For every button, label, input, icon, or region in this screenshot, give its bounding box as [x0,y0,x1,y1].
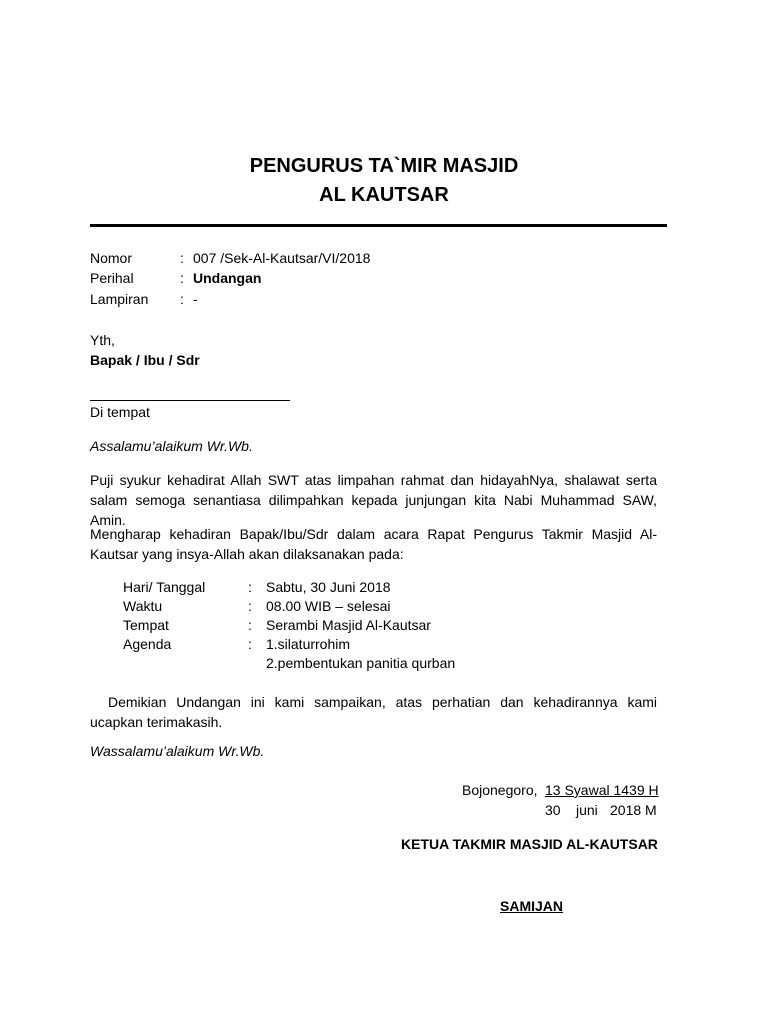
paragraph-invitation: Mengharap kehadiran Bapak/Ibu/Sdr dalam acara Rapat Pengurus Takmir Masjid Al-Kautsar yang insya-Allah akan dilaksanakan pada: [90,526,657,562]
place-value: Serambi Masjid Al-Kautsar [266,617,431,633]
time-colon: : [248,598,252,614]
place-label: Tempat [123,617,169,633]
paragraph-intro: Puji syukur kehadirat Allah SWT atas limpahan rahmat dan hidayahNya, shalawat serta salam semoga senantiasa dilimpahkan kepada junjungan kita Nabi Muhammad SAW, Amin. [90,472,657,528]
lampiran-value: - [193,291,198,307]
agenda-colon: : [248,636,252,652]
signature-hijri-date: 13 Syawal 1439 H [545,782,659,798]
nomor-label: Nomor [90,250,133,266]
date-label: Hari/ Tanggal [123,579,206,595]
signature-greg-year: 2018 M [610,802,657,818]
agenda-item-1: 1.silaturrohim [266,636,351,652]
recipient-blank-line [90,400,290,401]
opening-greeting: Assalamu’alaikum Wr.Wb. [90,438,253,454]
signature-city: Bojonegoro, [462,782,538,798]
agenda-item-2: 2.pembentukan panitia qurban [266,655,456,671]
recipient-name: Bapak / Ibu / Sdr [90,352,200,368]
recipient-yth: Yth, [90,332,115,348]
signature-position: KETUA TAKMIR MASJID AL-KAUTSAR [401,836,658,852]
time-value: 08.00 WIB – selesai [266,598,391,614]
nomor-value: 007 /Sek-Al-Kautsar/VI/2018 [193,250,371,266]
signature-greg-day: 30 [545,802,561,818]
time-label: Waktu [123,598,163,614]
signature-name: SAMIJAN [500,898,564,914]
perihal-value: Undangan [193,270,262,286]
place-colon: : [248,617,252,633]
agenda-label: Agenda [123,636,172,652]
lampiran-colon: : [180,291,184,307]
perihal-label: Perihal [90,270,134,286]
date-colon: : [248,579,252,595]
header-title-line1: PENGURUS TA`MIR MASJID [249,155,519,177]
date-value: Sabtu, 30 Juni 2018 [266,579,391,595]
recipient-place: Di tempat [90,404,150,420]
paragraph-closing: Demikian Undangan ini kami sampaikan, atas perhatian dan kehadirannya kami ucapkan terimakasih. [90,694,657,730]
closing-greeting: Wassalamu’alaikum Wr.Wb. [90,743,265,759]
perihal-colon: : [180,270,184,286]
header-title-line2: AL KAUTSAR [319,184,449,206]
nomor-colon: : [180,250,184,266]
signature-greg-month: juni [576,802,598,818]
lampiran-label: Lampiran [90,291,149,307]
header-divider [90,224,667,227]
